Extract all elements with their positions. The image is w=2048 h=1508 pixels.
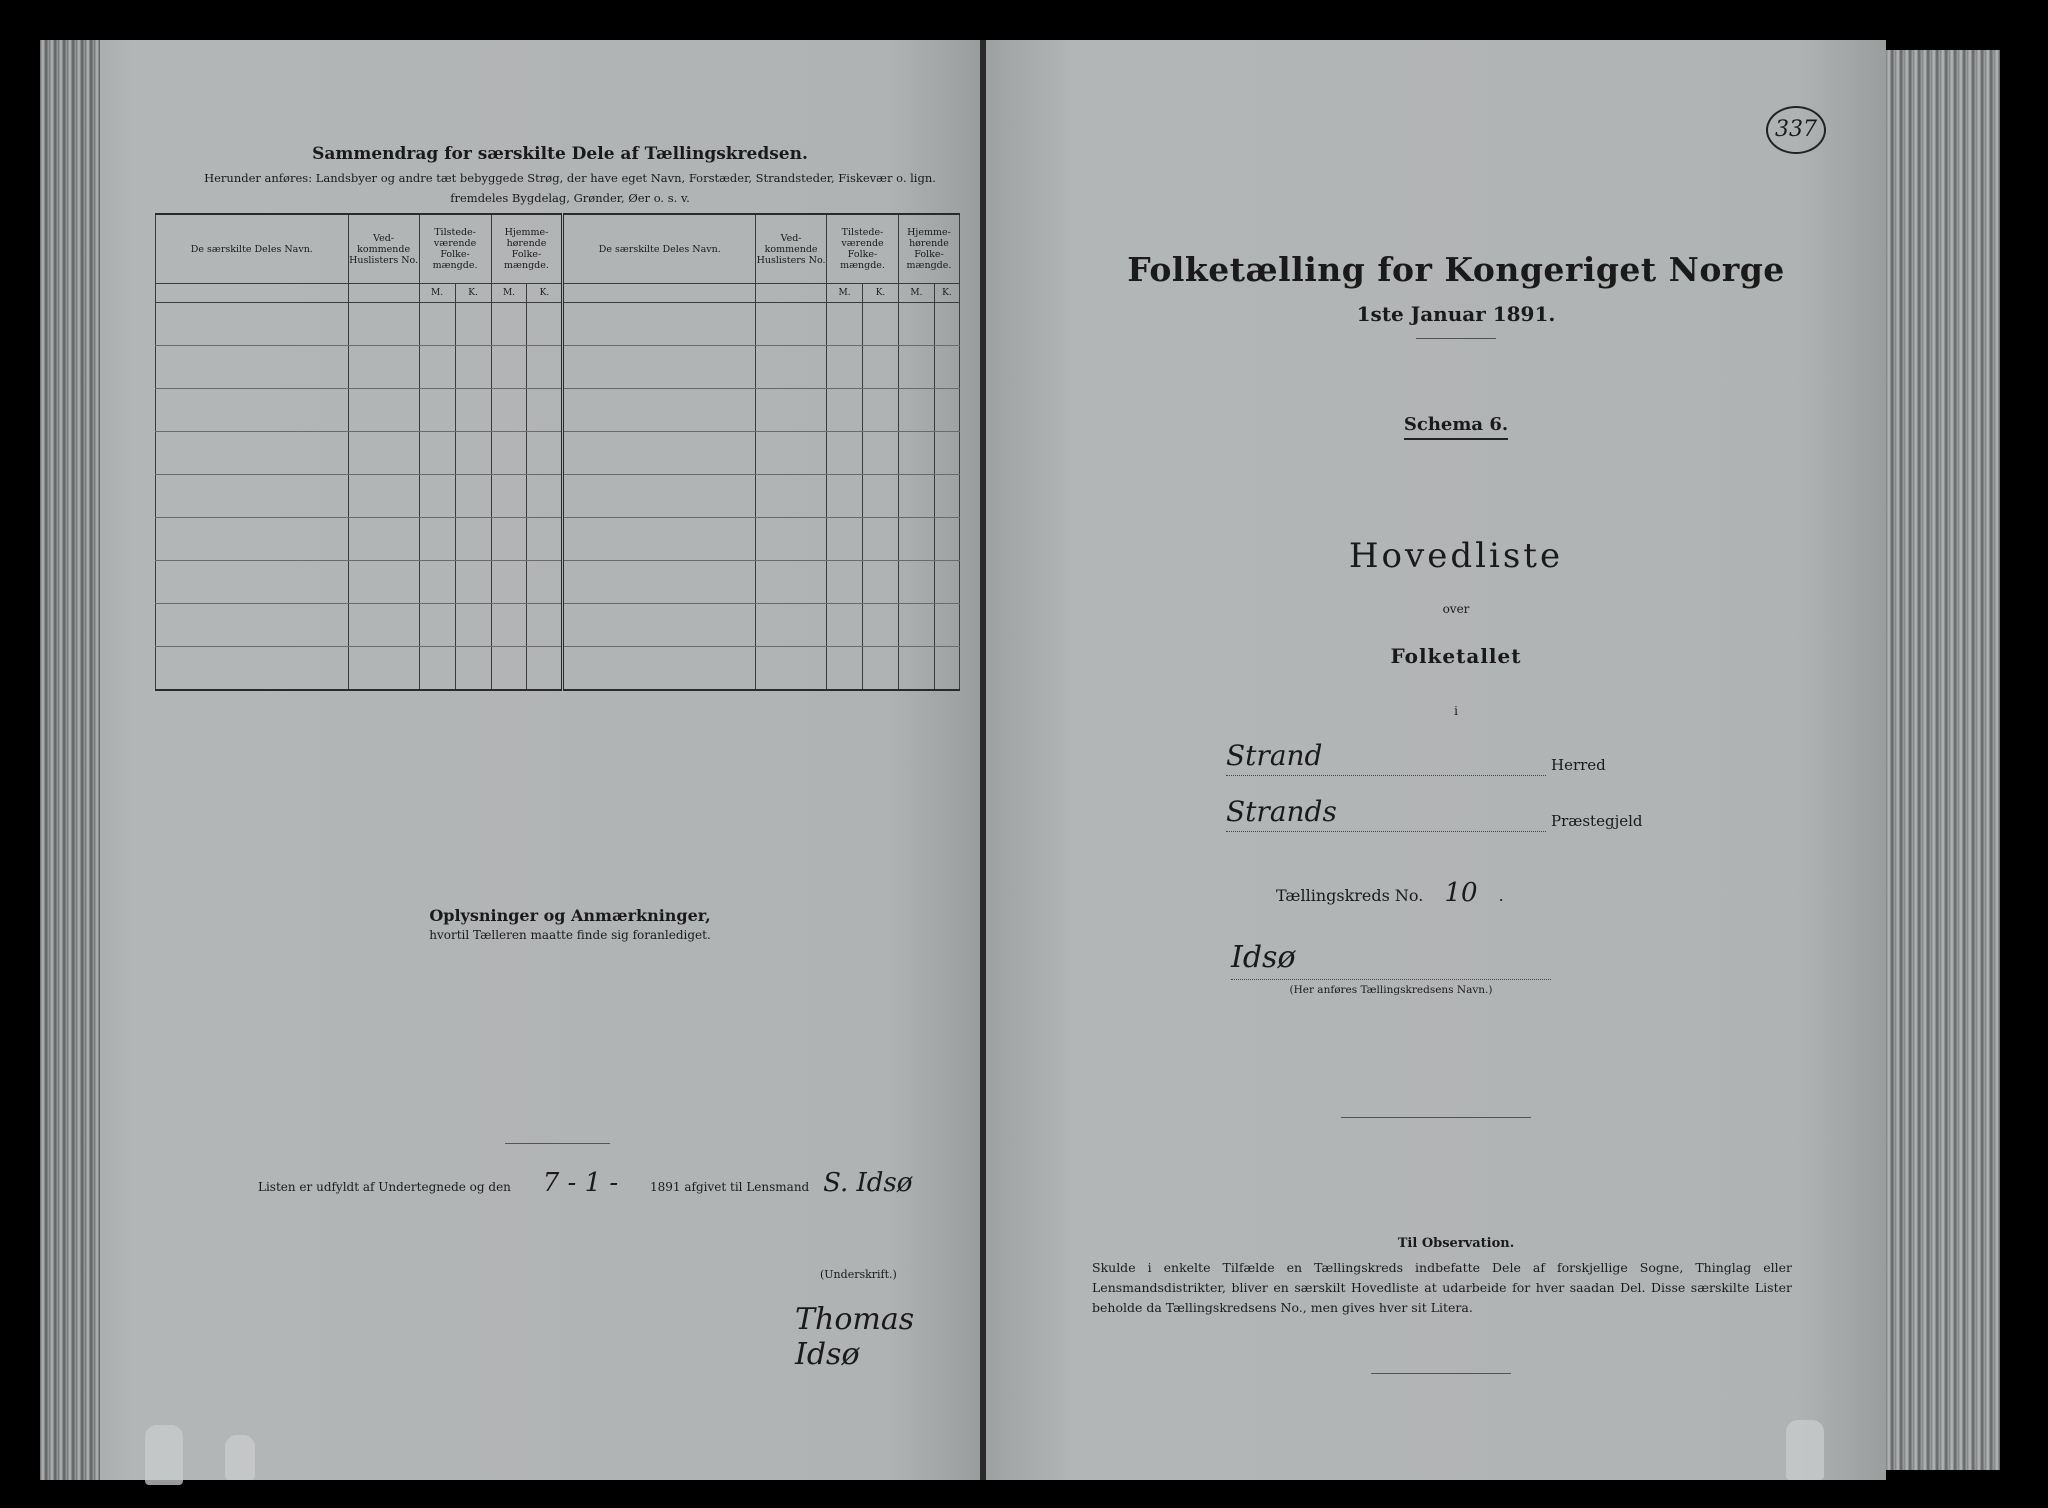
herred-row — [1226, 740, 1646, 776]
col-huslister-header-2: Ved-kommende Huslisters No. — [756, 214, 827, 284]
folketallet-title: Folketallet — [1390, 644, 1522, 668]
col-name-header-2: De særskilte Deles Navn. — [563, 214, 756, 284]
observation-title: Til Observation. — [1397, 1236, 1515, 1251]
lensmand-signature: S. Idsø — [823, 1168, 913, 1198]
schema-text: Schema 6. — [1404, 414, 1508, 440]
page-number-stamp: 337 — [1766, 106, 1826, 154]
divider — [1416, 338, 1496, 339]
hovedliste-title: Hovedliste — [1348, 536, 1564, 576]
census-date: 1ste Januar 1891. — [1356, 302, 1556, 326]
col-hjemme-header-2: Hjemme-hørende Folke-mængde. — [898, 214, 959, 284]
col-huslister-header: Ved-kommende Huslisters No. — [348, 214, 419, 284]
page-clip — [145, 1425, 183, 1485]
left-page-edges — [40, 40, 100, 1480]
subheader-k: K. — [934, 284, 959, 303]
col-tilstede-header-2: Tilstede-værende Folke-mængde. — [827, 214, 899, 284]
summary-heading: Sammendrag for særskilte Dele af Tællingskredsen. — [312, 144, 808, 164]
listen-prefix: Listen er udfyldt af Undertegnede og den — [258, 1180, 511, 1194]
underskrift-label: (Underskrift.) — [820, 1268, 897, 1281]
kreds-row: Tællingskreds No. 10 . — [1276, 878, 1504, 908]
summary-table — [155, 213, 960, 691]
herred-value: Strand — [1226, 739, 1323, 772]
table-row — [156, 647, 960, 691]
subheader-m: M. — [491, 284, 527, 303]
subheader-k: K. — [527, 284, 563, 303]
listen-year: 1891 afgivet til Lensmand — [650, 1180, 810, 1194]
kreds-name-caption: (Her anføres Tællingskredsens Navn.) — [1289, 984, 1493, 996]
subheader-m: M. — [898, 284, 934, 303]
summary-subheading-line2: fremdeles Bygdelag, Grønder, Øer o. s. v. — [450, 191, 690, 205]
prestegjeld-dotted-line — [1226, 831, 1546, 832]
left-page — [40, 40, 986, 1480]
listen-date: 7 - 1 - — [542, 1168, 619, 1198]
kreds-name-value: Idsø — [1231, 940, 1296, 975]
kreds-name-field — [1231, 940, 1551, 980]
subheader-m: M. — [827, 284, 863, 303]
observation-text: Skulde i enkelte Tilfælde en Tællingskreds indbefatte Dele af forskjellige Sogne, Thinglag eller Lensmandsdistrikter, bliver en særskilt Hovedliste at udarbeide for hver saadan Del. Disse særskilte Lister beholde da Tællingskredsens No., men gives hver sit Litera. — [1092, 1260, 1792, 1315]
divider — [505, 1143, 610, 1144]
divider — [1341, 1117, 1531, 1118]
listen-statement — [258, 1168, 978, 1198]
schema-label — [1026, 414, 1886, 435]
prestegjeld-row — [1226, 796, 1646, 832]
table-row — [156, 346, 960, 389]
table-row — [156, 604, 960, 647]
summary-subheading — [160, 168, 980, 208]
table-row — [156, 303, 960, 346]
census-title: Folketælling for Kongeriget Norge — [1127, 250, 1785, 289]
oplysninger-title: Oplysninger og Anmærkninger, — [429, 906, 711, 925]
signature: Thomas Idsø — [795, 1302, 915, 1372]
col-hjemme-header: Hjemme-hørende Folke-mængde. — [491, 214, 563, 284]
page-clip — [225, 1435, 255, 1480]
subheader-k: K. — [863, 284, 899, 303]
oplysninger-subtitle: hvortil Tælleren maatte finde sig foranlediget. — [429, 928, 711, 942]
subheader-k: K. — [455, 284, 491, 303]
summary-table-body — [156, 303, 960, 691]
right-page — [986, 40, 1886, 1480]
table-row — [156, 475, 960, 518]
divider — [1371, 1373, 1511, 1374]
herred-dotted-line — [1226, 775, 1546, 776]
prestegjeld-value: Strands — [1226, 795, 1337, 828]
col-tilstede-header: Tilstede-værende Folke-mængde. — [419, 214, 491, 284]
kreds-number: 10 — [1444, 878, 1478, 908]
over-label: over — [1442, 602, 1470, 616]
page-clip — [1786, 1420, 1824, 1480]
kreds-label: Tællingskreds No. — [1276, 886, 1424, 905]
subheader-m: M. — [419, 284, 455, 303]
table-row — [156, 518, 960, 561]
i-label: i — [1454, 704, 1458, 718]
prestegjeld-label: Præstegjeld — [1551, 812, 1643, 830]
right-page-edges — [1886, 50, 2000, 1470]
table-row — [156, 561, 960, 604]
summary-subheading-line1: Herunder anføres: Landsbyer og andre tæt bebyggede Strøg, der have eget Navn, Forstæder, Strandsteder, Fiskevær o. lign. — [204, 171, 936, 185]
table-row — [156, 432, 960, 475]
subheader-blank — [348, 284, 419, 303]
kreds-name-dotted-line — [1231, 977, 1551, 980]
open-ledger-book — [40, 40, 2000, 1480]
herred-label: Herred — [1551, 756, 1606, 774]
subheader-blank — [563, 284, 756, 303]
subheader-blank — [156, 284, 349, 303]
subheader-blank — [756, 284, 827, 303]
table-row — [156, 389, 960, 432]
col-name-header: De særskilte Deles Navn. — [156, 214, 349, 284]
